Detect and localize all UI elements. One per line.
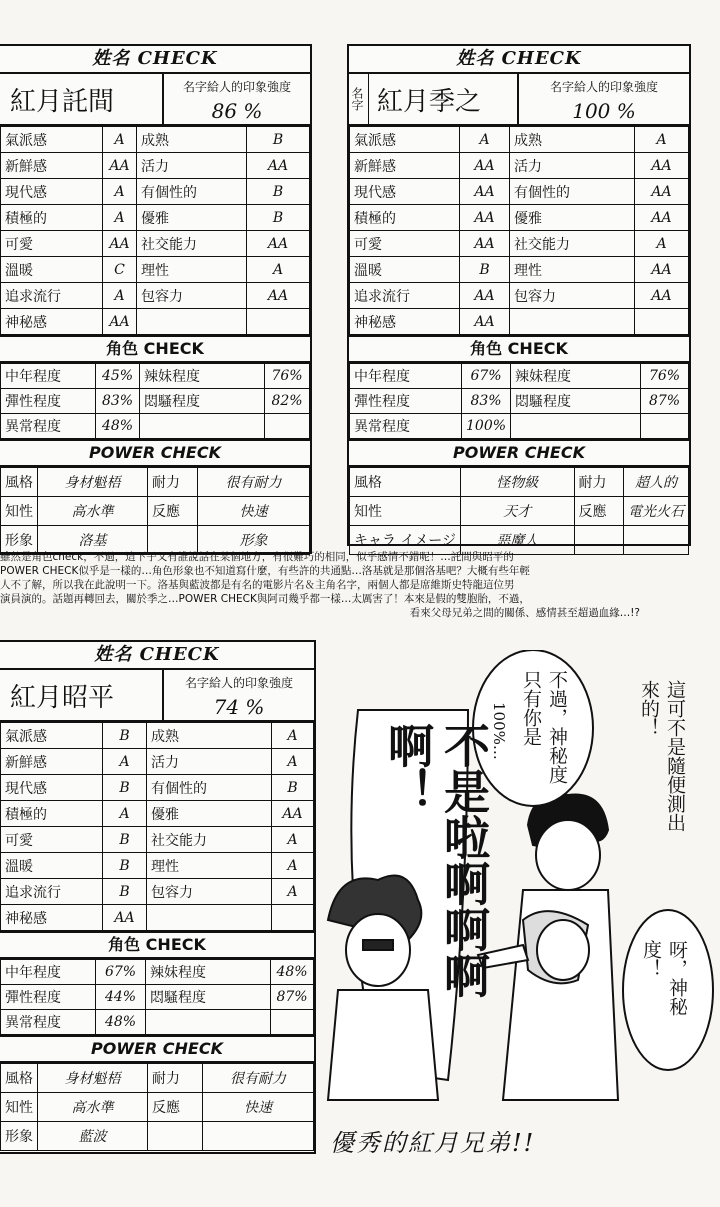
commentary-line: 演員演的。話題再轉回去，關於季之…POWER CHECK與阿司幾乎都一樣…太厲害了！本來是假的雙胞胎，不過， xyxy=(0,593,530,605)
table-row xyxy=(350,283,689,309)
field-label xyxy=(510,309,635,335)
field-value: 快速 xyxy=(203,1093,314,1122)
table-row xyxy=(1,853,314,879)
power-check-header: POWER CHECK xyxy=(349,439,689,467)
field-label: 成熟 xyxy=(137,127,247,153)
field-value: 高水準 xyxy=(38,1093,148,1122)
field-label: 理性 xyxy=(137,257,247,283)
role-table xyxy=(0,959,314,1035)
field-value: AA xyxy=(635,205,689,231)
field-value: AA xyxy=(635,153,689,179)
table-row xyxy=(350,414,689,439)
field-label: 異常程度 xyxy=(350,414,462,439)
field-value: 很有耐力 xyxy=(198,468,310,497)
impression-percent: 100 % xyxy=(572,99,636,123)
field-label xyxy=(148,1122,203,1151)
field-label: 氣派感 xyxy=(1,127,103,153)
field-value: B xyxy=(103,879,147,905)
card-header: 姓名 CHECK xyxy=(0,642,314,670)
character-name: 紅月昭平 xyxy=(0,670,164,720)
field-label: 理性 xyxy=(510,257,635,283)
field-value: B xyxy=(460,257,510,283)
field-value: A xyxy=(635,127,689,153)
field-label: キャラ イメージ xyxy=(350,526,461,555)
power-table xyxy=(349,467,689,555)
field-label: 溫暖 xyxy=(1,853,103,879)
field-label: 新鮮感 xyxy=(350,153,460,179)
field-value xyxy=(635,309,689,335)
field-value: 83% xyxy=(462,389,511,414)
field-value: B xyxy=(103,723,147,749)
commentary-line: POWER CHECK似乎是一樣的…角色形象也不知道寫什麼，有些許的共通點…洛基就是那個洛基吧？大概有些年輕 xyxy=(0,565,530,577)
table-row xyxy=(1,231,310,257)
field-value: 藍波 xyxy=(38,1122,148,1151)
field-label: 悶騷程度 xyxy=(140,389,265,414)
table-row xyxy=(1,801,314,827)
field-label: 活力 xyxy=(147,749,272,775)
table-row xyxy=(1,1122,314,1151)
field-value: 電光火石 xyxy=(624,497,689,526)
field-label: 優雅 xyxy=(147,801,272,827)
field-label: 追求流行 xyxy=(1,283,103,309)
card-header: 姓名 CHECK xyxy=(0,46,310,74)
character-name: 紅月季之 xyxy=(377,86,482,117)
field-value: 形象 xyxy=(198,526,310,555)
manga-illustration xyxy=(318,650,718,1165)
field-label: 成熟 xyxy=(147,723,272,749)
field-label: 彈性程度 xyxy=(350,389,462,414)
field-label: 反應 xyxy=(148,1093,203,1122)
field-value: 76% xyxy=(641,364,689,389)
field-label: 形象 xyxy=(1,526,38,555)
field-value: A xyxy=(103,205,137,231)
field-label: 可愛 xyxy=(1,231,103,257)
table-row xyxy=(1,309,310,335)
field-value: AA xyxy=(460,179,510,205)
field-value: AA xyxy=(247,153,310,179)
field-value xyxy=(641,414,689,439)
character-name: 紅月託間 xyxy=(0,74,164,124)
table-row xyxy=(350,257,689,283)
field-value: AA xyxy=(635,283,689,309)
field-label: 積極的 xyxy=(1,801,103,827)
field-label xyxy=(140,414,265,439)
table-row xyxy=(1,775,314,801)
role-table xyxy=(0,363,310,439)
field-value: 67% xyxy=(96,960,146,985)
field-value: A xyxy=(247,257,310,283)
field-value: AA xyxy=(460,283,510,309)
field-label: 活力 xyxy=(510,153,635,179)
field-value: A xyxy=(103,283,137,309)
field-label: 積極的 xyxy=(350,205,460,231)
middle-bubble-text: 不過，神秘度只有你是 xyxy=(520,670,568,784)
field-label: 彈性程度 xyxy=(1,985,96,1010)
field-label: 現代感 xyxy=(350,179,460,205)
field-value: AA xyxy=(635,179,689,205)
field-label: 有個性的 xyxy=(137,179,247,205)
small-text: 100%… xyxy=(490,702,508,760)
field-label: 追求流行 xyxy=(350,283,460,309)
field-value: 惡魔人 xyxy=(461,526,574,555)
power-table xyxy=(0,1063,314,1151)
field-value: 76% xyxy=(265,364,310,389)
field-label: 耐力 xyxy=(148,468,198,497)
table-row xyxy=(350,127,689,153)
field-value: AA xyxy=(460,153,510,179)
table-row xyxy=(350,497,689,526)
impression-label: 名字給人的印象強度 xyxy=(549,80,658,94)
field-value: B xyxy=(247,127,310,153)
field-label xyxy=(137,309,247,335)
field-value: 快速 xyxy=(198,497,310,526)
field-label xyxy=(146,1010,271,1035)
field-label: 耐力 xyxy=(148,1064,203,1093)
field-value: A xyxy=(103,127,137,153)
field-value: A xyxy=(272,853,314,879)
field-label: 可愛 xyxy=(350,231,460,257)
table-row xyxy=(1,985,314,1010)
field-value: B xyxy=(272,775,314,801)
field-label: 悶騷程度 xyxy=(146,985,271,1010)
field-label: 異常程度 xyxy=(1,1010,96,1035)
table-row xyxy=(1,723,314,749)
field-label: 風格 xyxy=(350,468,461,497)
field-value: 48% xyxy=(96,414,140,439)
field-value: AA xyxy=(103,309,137,335)
field-value: 67% xyxy=(462,364,511,389)
field-value: A xyxy=(272,879,314,905)
field-label: 有個性的 xyxy=(147,775,272,801)
table-row xyxy=(1,1093,314,1122)
table-row xyxy=(350,231,689,257)
field-label: 氣派感 xyxy=(1,723,103,749)
table-row xyxy=(350,468,689,497)
field-label: 溫暖 xyxy=(350,257,460,283)
field-value: AA xyxy=(460,205,510,231)
field-label xyxy=(147,905,272,931)
field-label: 知性 xyxy=(1,497,38,526)
commentary-line: 雖然是角色check，不過，這下子又有誰說話在某個地方，有很難巧的相同，似乎感情不錯呢！…託間與昭平的 xyxy=(0,551,514,563)
field-label: 風格 xyxy=(1,1064,38,1093)
table-row xyxy=(350,179,689,205)
table-row xyxy=(1,283,310,309)
field-label: 形象 xyxy=(1,1122,38,1151)
power-check-header: POWER CHECK xyxy=(0,439,310,467)
field-value: AA xyxy=(247,231,310,257)
field-value: AA xyxy=(103,231,137,257)
field-value: 洛基 xyxy=(38,526,148,555)
attribute-table xyxy=(0,126,310,335)
field-value: 48% xyxy=(96,1010,146,1035)
table-row xyxy=(1,1010,314,1035)
field-label: 耐力 xyxy=(574,468,624,497)
field-label: 反應 xyxy=(574,497,624,526)
right-character xyxy=(478,794,618,1100)
field-label: 活力 xyxy=(137,153,247,179)
table-row xyxy=(1,1064,314,1093)
commentary-line: 人不了解，所以我在此說明一下。洛基與藍波都是有名的電影片名＆主角名字，兩個人都是席維斯史特龍這位男 xyxy=(0,579,515,591)
table-row xyxy=(350,389,689,414)
field-label: 神秘感 xyxy=(1,905,103,931)
field-label: 溫暖 xyxy=(1,257,103,283)
commentary-text xyxy=(0,550,720,620)
table-row xyxy=(1,879,314,905)
field-value: 100% xyxy=(462,414,511,439)
field-label: 優雅 xyxy=(137,205,247,231)
field-value: 87% xyxy=(641,389,689,414)
field-value: A xyxy=(460,127,510,153)
field-label: 有個性的 xyxy=(510,179,635,205)
attribute-table xyxy=(0,722,314,931)
field-value: 超人的 xyxy=(624,468,689,497)
field-value: A xyxy=(635,231,689,257)
field-value: A xyxy=(272,749,314,775)
field-label: 神秘感 xyxy=(350,309,460,335)
impression-label: 名字給人的印象強度 xyxy=(184,676,293,690)
field-value: 44% xyxy=(96,985,146,1010)
field-label: 中年程度 xyxy=(350,364,462,389)
panel-caption: 優秀的紅月兄弟!! xyxy=(330,1129,536,1157)
power-table xyxy=(0,467,310,555)
field-label: 現代感 xyxy=(1,179,103,205)
shout-text: 不是啦啊啊啊啊！ xyxy=(381,722,491,998)
field-label xyxy=(511,414,641,439)
field-label: 新鮮感 xyxy=(1,153,103,179)
field-value: A xyxy=(103,179,137,205)
table-row xyxy=(350,153,689,179)
table-row xyxy=(350,205,689,231)
role-table xyxy=(349,363,689,439)
field-label: 反應 xyxy=(148,497,198,526)
field-value: AA xyxy=(103,153,137,179)
table-row xyxy=(350,309,689,335)
field-value: 怪物級 xyxy=(461,468,574,497)
field-value: B xyxy=(103,853,147,879)
field-value: 身材魁梧 xyxy=(38,468,148,497)
field-value: AA xyxy=(247,283,310,309)
field-value: A xyxy=(103,801,147,827)
field-value: 身材魁梧 xyxy=(38,1064,148,1093)
role-check-header: 角色 CHECK xyxy=(0,335,310,363)
table-row xyxy=(1,179,310,205)
field-value: 83% xyxy=(96,389,140,414)
table-row xyxy=(1,905,314,931)
field-value xyxy=(271,1010,314,1035)
field-value: 45% xyxy=(96,364,140,389)
right-text: 這可不是隨便測出來的！ xyxy=(638,680,686,832)
field-label: 悶騷程度 xyxy=(511,389,641,414)
field-label: 風格 xyxy=(1,468,38,497)
field-value: A xyxy=(103,749,147,775)
field-label: 知性 xyxy=(350,497,461,526)
field-label: 辣妹程度 xyxy=(511,364,641,389)
field-value: AA xyxy=(272,801,314,827)
role-check-header: 角色 CHECK xyxy=(349,335,689,363)
name-row xyxy=(0,670,314,722)
field-value: B xyxy=(103,827,147,853)
table-row xyxy=(1,960,314,985)
field-label: 異常程度 xyxy=(1,414,96,439)
field-value: AA xyxy=(460,231,510,257)
field-value: 高水準 xyxy=(38,497,148,526)
table-row xyxy=(1,468,310,497)
field-value: B xyxy=(247,205,310,231)
field-label: 知性 xyxy=(1,1093,38,1122)
field-label: 中年程度 xyxy=(1,960,96,985)
field-value: 87% xyxy=(271,985,314,1010)
name-check-card-2 xyxy=(347,44,691,549)
field-label: 新鮮感 xyxy=(1,749,103,775)
card-header: 姓名 CHECK xyxy=(349,46,689,74)
table-row xyxy=(1,257,310,283)
field-label: 包容力 xyxy=(510,283,635,309)
name-check-card-1 xyxy=(0,44,312,554)
field-value: B xyxy=(103,775,147,801)
field-value: 48% xyxy=(271,960,314,985)
field-label: 彈性程度 xyxy=(1,389,96,414)
field-value: A xyxy=(272,827,314,853)
bottom-bubble-text: 呀，神秘度！ xyxy=(640,940,688,1016)
impression-percent: 74 % xyxy=(213,695,265,719)
field-value: 82% xyxy=(265,389,310,414)
field-value: C xyxy=(103,257,137,283)
field-label: 社交能力 xyxy=(137,231,247,257)
field-label: 追求流行 xyxy=(1,879,103,905)
impression-label: 名字給人的印象強度 xyxy=(182,80,291,94)
field-label: 優雅 xyxy=(510,205,635,231)
field-value: 天才 xyxy=(461,497,574,526)
table-row xyxy=(1,497,310,526)
field-value xyxy=(203,1122,314,1151)
name-row xyxy=(0,74,310,126)
field-value xyxy=(265,414,310,439)
field-label: 辣妹程度 xyxy=(140,364,265,389)
name-row xyxy=(349,74,689,126)
field-value: AA xyxy=(103,905,147,931)
table-row xyxy=(1,827,314,853)
table-row xyxy=(1,205,310,231)
field-value: AA xyxy=(635,257,689,283)
table-row xyxy=(1,749,314,775)
field-label: 可愛 xyxy=(1,827,103,853)
field-label: 成熟 xyxy=(510,127,635,153)
field-label: 氣派感 xyxy=(350,127,460,153)
field-value xyxy=(272,905,314,931)
role-check-header: 角色 CHECK xyxy=(0,931,314,959)
field-value: A xyxy=(272,723,314,749)
field-value: 很有耐力 xyxy=(203,1064,314,1093)
table-row xyxy=(1,364,310,389)
field-label: 中年程度 xyxy=(1,364,96,389)
field-label: 辣妹程度 xyxy=(146,960,271,985)
field-value xyxy=(247,309,310,335)
impression-percent: 86 % xyxy=(211,99,263,123)
field-label: 社交能力 xyxy=(510,231,635,257)
field-value: AA xyxy=(460,309,510,335)
field-label: 包容力 xyxy=(147,879,272,905)
field-label: 包容力 xyxy=(137,283,247,309)
table-row xyxy=(350,364,689,389)
table-row xyxy=(1,153,310,179)
commentary-line: 看來父母兄弟之間的關係、感情甚至超過血緣…!? xyxy=(409,607,640,619)
name-side-label: 名字 xyxy=(349,74,369,124)
attribute-table xyxy=(349,126,689,335)
table-row xyxy=(1,127,310,153)
field-label: 積極的 xyxy=(1,205,103,231)
field-label: 神秘感 xyxy=(1,309,103,335)
field-label: 現代感 xyxy=(1,775,103,801)
field-value: B xyxy=(247,179,310,205)
table-row xyxy=(1,414,310,439)
table-row xyxy=(1,389,310,414)
field-label: 社交能力 xyxy=(147,827,272,853)
field-label: 理性 xyxy=(147,853,272,879)
name-check-card-3 xyxy=(0,640,316,1154)
power-check-header: POWER CHECK xyxy=(0,1035,314,1063)
